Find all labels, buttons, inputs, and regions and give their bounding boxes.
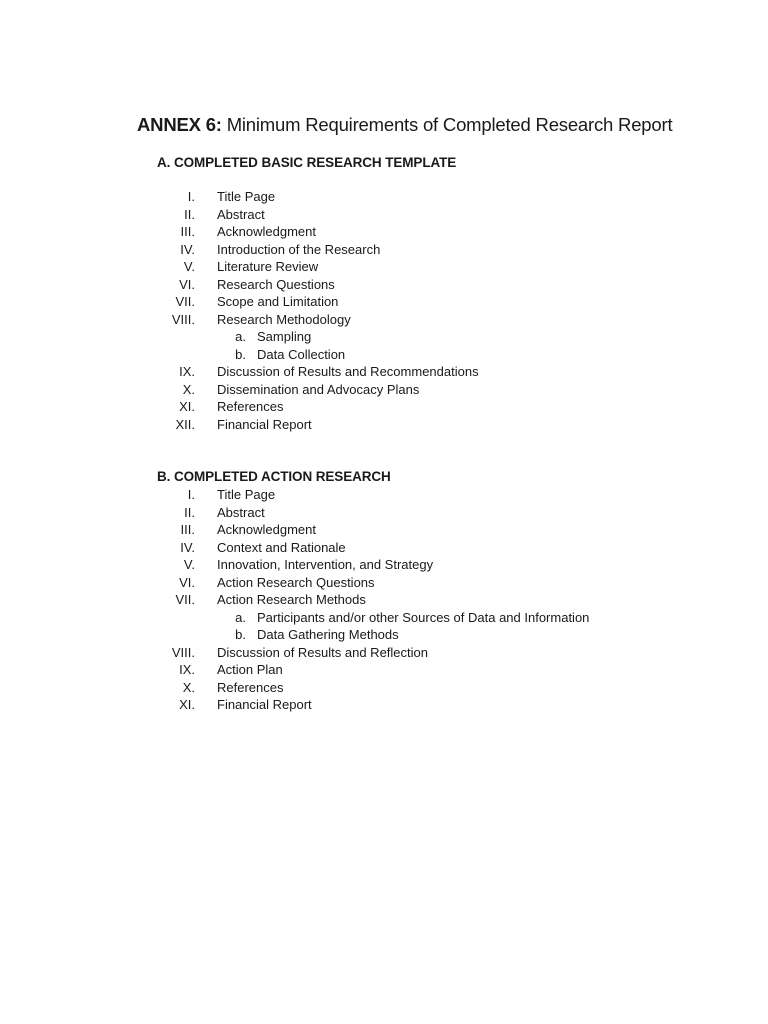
item-text: Discussion of Results and Reflection — [217, 644, 428, 660]
list-item — [0, 224, 768, 242]
item-number: IX. — [179, 662, 195, 677]
list-item — [0, 294, 768, 312]
list-item — [0, 207, 768, 225]
item-text: Acknowledgment — [217, 522, 316, 537]
item-number: XII. — [175, 416, 195, 432]
section-a-list — [0, 189, 768, 434]
list-item — [0, 575, 768, 593]
list-item — [0, 505, 768, 523]
list-item — [0, 697, 768, 715]
list-item — [0, 382, 768, 400]
item-number: b. — [235, 346, 246, 362]
item-text: Action Research Methods — [217, 592, 366, 607]
item-number: I. — [187, 487, 195, 502]
item-text: Data Collection — [257, 346, 346, 362]
list-subitem — [0, 329, 768, 347]
item-number: X. — [182, 381, 195, 397]
list-item — [0, 662, 768, 680]
item-text: Research Questions — [217, 276, 335, 292]
item-number: I. — [187, 189, 195, 204]
list-item — [0, 680, 768, 698]
item-number: II. — [184, 504, 195, 520]
item-number: IX. — [179, 364, 195, 379]
item-number: III. — [180, 224, 195, 239]
item-text: Participants and/or other Sources of Data and Information — [257, 609, 590, 625]
item-text: Title Page — [217, 189, 276, 204]
item-text: Discussion of Results and Recommendations — [217, 364, 479, 379]
item-text: Context and Rationale — [217, 539, 346, 555]
item-text: References — [217, 399, 284, 414]
item-text: Action Research Questions — [217, 574, 375, 590]
item-text: Data Gathering Methods — [257, 627, 399, 642]
list-item — [0, 399, 768, 417]
item-text: Title Page — [217, 487, 276, 502]
item-number: V. — [183, 557, 195, 572]
item-text: Acknowledgment — [217, 224, 316, 239]
list-item — [0, 592, 768, 610]
list-item — [0, 557, 768, 575]
item-text: Financial Report — [217, 697, 312, 712]
item-number: VI. — [179, 276, 195, 292]
section-a-heading: A. COMPLETED BASIC RESEARCH TEMPLATE — [157, 155, 457, 170]
list-item — [0, 277, 768, 295]
page-title — [137, 114, 672, 136]
item-number: b. — [235, 627, 246, 642]
item-text: Literature Review — [217, 259, 319, 274]
item-text: Action Plan — [217, 662, 283, 677]
item-number: V. — [183, 259, 195, 274]
section-b-list — [0, 487, 768, 715]
item-number: VIII. — [171, 644, 195, 660]
item-number: X. — [182, 679, 195, 695]
item-number: VIII. — [171, 311, 195, 327]
list-item — [0, 487, 768, 505]
list-item — [0, 364, 768, 382]
item-text: Financial Report — [217, 416, 312, 432]
item-number: IV. — [180, 539, 195, 555]
list-subitem — [0, 347, 768, 365]
item-number: a. — [235, 609, 246, 625]
item-text: Research Methodology — [217, 311, 351, 327]
item-text: Dissemination and Advocacy Plans — [217, 381, 420, 397]
item-text: Innovation, Intervention, and Strategy — [217, 557, 434, 572]
item-number: IV. — [180, 241, 195, 257]
item-text: Scope and Limitation — [217, 294, 339, 309]
list-item — [0, 312, 768, 330]
list-item — [0, 645, 768, 663]
item-text: Abstract — [217, 504, 265, 520]
item-number: a. — [235, 329, 246, 344]
list-subitem — [0, 610, 768, 628]
title-prefix: ANNEX 6: — [137, 114, 222, 135]
title-text: Minimum Requirements of Completed Research Report — [221, 114, 673, 135]
item-number: II. — [184, 206, 195, 222]
list-item — [0, 417, 768, 435]
list-item — [0, 189, 768, 207]
item-number: XI. — [179, 697, 195, 712]
item-number: VII. — [175, 294, 195, 309]
item-text: Sampling — [257, 329, 312, 344]
item-text: Abstract — [217, 206, 265, 222]
item-text: Introduction of the Research — [217, 241, 381, 257]
item-number: III. — [180, 522, 195, 537]
list-item — [0, 259, 768, 277]
section-b-heading: B. COMPLETED ACTION RESEARCH — [157, 469, 391, 484]
item-number: VII. — [175, 592, 195, 607]
item-number: VI. — [179, 574, 195, 590]
list-item — [0, 522, 768, 540]
item-text: References — [217, 679, 284, 695]
item-number: XI. — [179, 399, 195, 414]
list-subitem — [0, 627, 768, 645]
list-item — [0, 540, 768, 558]
list-item — [0, 242, 768, 260]
